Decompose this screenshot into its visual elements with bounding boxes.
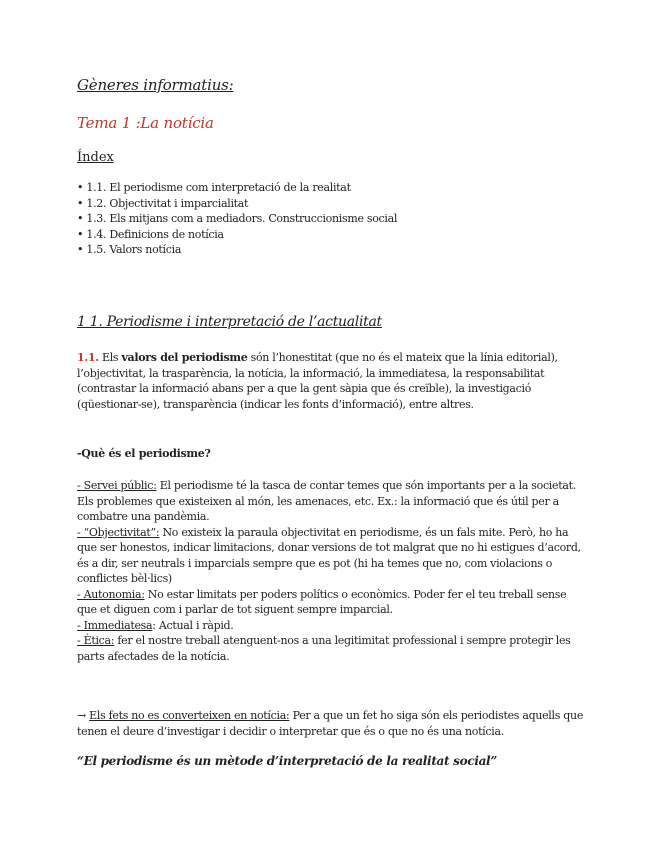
fets-text: Per a que un fet ho siga són els periodistes aquells que xyxy=(289,709,584,722)
question-heading: -Què és el periodisme? xyxy=(77,447,211,460)
objectivitat-text: No existeix la paraula objectivitat en periodisme, és un fals mite. Però, ho ha xyxy=(159,525,569,539)
fets-label: Els fets no es converteixen en notícia: xyxy=(89,709,290,722)
immediatesa-label: - Immediatesa xyxy=(77,618,153,632)
servei-text: Els problemes que existeixen al món, les amenaces, etc. Ex.: la informació que és útil per a xyxy=(77,494,559,508)
autonomia-text: que et diguen com i parlar de tot siguent sempre imparcial. xyxy=(77,603,393,616)
index-heading: Índex xyxy=(77,150,114,165)
objectivitat-text: que ser honestos, indicar limitacions, donar versions de tot malgrat que no hi estigues d’acord, xyxy=(77,541,581,554)
intro-paragraph xyxy=(77,350,577,412)
index-item: • 1.2. Objectivitat i imparcialitat xyxy=(77,196,397,212)
closing-quote: “El periodisme és un mètode d’interpretació de la realitat social” xyxy=(77,754,497,768)
objectivitat-label: - “Objectivitat”: xyxy=(77,525,160,539)
objectivitat-text: és a dir, ser neutrals i imparcials sempre que es pot (hi ha temes que no, com violacions o xyxy=(77,556,553,570)
fets-paragraph xyxy=(77,708,584,739)
etica-text: parts afectades de la notícia. xyxy=(77,649,230,663)
fets-text: tenen el deure d’investigar i decidir o interpretar que és o que no és una notícia. xyxy=(77,724,504,738)
servei-label: - Servei públic: xyxy=(77,479,157,492)
section-title: 1 1. Periodisme i interpretació de l’actualitat xyxy=(77,314,382,330)
intro-line3: (contrastar la informació abans per a que la gent sàpia que és creïble), la investigació xyxy=(77,382,532,395)
intro-bold: valors del periodisme xyxy=(121,351,248,364)
intro-number: 1.1. xyxy=(77,351,99,364)
autonomia-label: - Autonomia: xyxy=(77,587,145,601)
etica-label: - Ètica: xyxy=(77,634,115,647)
immediatesa-text: : Actual i ràpid. xyxy=(152,618,234,632)
index-item: • 1.4. Definicions de notícia xyxy=(77,227,397,243)
definitions-list xyxy=(77,478,581,664)
servei-text: El periodisme té la tasca de contar temes que són importants per a la societat. xyxy=(156,479,576,492)
index-list xyxy=(77,180,397,258)
topic-title: Tema 1 :La notícia xyxy=(77,114,214,132)
intro-pre: Els xyxy=(98,351,122,364)
intro-line2: l’objectivitat, la trasparència, la notícia, la informació, la immediatesa, la responsabilitat xyxy=(77,366,545,380)
index-item: • 1.3. Els mitjans com a mediadors. Construccionisme social xyxy=(77,211,397,227)
etica-text: fer el nostre treball atenguent-nos a una legitimitat professional i sempre protegir les xyxy=(114,634,571,647)
intro-line1: són l’honestitat (que no és el mateix que la línia editorial), xyxy=(247,351,558,364)
objectivitat-text: conflictes bèl·lics) xyxy=(77,572,172,585)
autonomia-text: No estar limitats per poders polítics o econòmics. Poder fer el teu treball sense xyxy=(144,587,567,601)
index-item: • 1.5. Valors notícia xyxy=(77,242,397,258)
servei-text: combatre una pandèmia. xyxy=(77,510,210,523)
document-title: Gèneres informatius: xyxy=(77,76,234,94)
arrow-icon: → xyxy=(77,709,90,722)
intro-line4: (qüestionar-se), transparència (indicar les fonts d’informació), entre altres. xyxy=(77,397,474,411)
index-item: • 1.1. El periodisme com interpretació de la realitat xyxy=(77,180,397,196)
